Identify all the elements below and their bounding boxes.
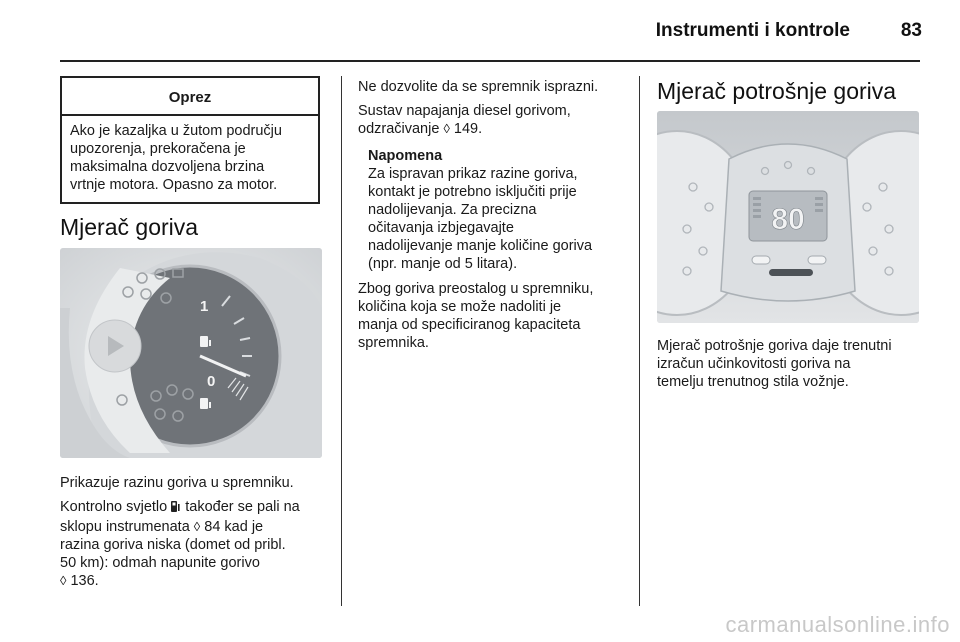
tank-capacity-paragraph (358, 280, 633, 352)
indicator-line: razina goriva niska (domet od pribl. (60, 537, 286, 553)
tank-line: manja od specificiranog kapaciteta (358, 317, 581, 333)
bleeding-line: odzračivanje ◊ 149. (358, 121, 483, 137)
watermark: carmanualsonline.info (725, 612, 950, 637)
reference-arrow-icon: ◊ (193, 519, 201, 534)
header-rule (60, 60, 920, 62)
indicator-line: sklopu instrumenata ◊ 84 kad je (60, 519, 264, 535)
caution-line: upozorenja, prekoračena je (70, 141, 246, 157)
description-line: Prikazuje razinu goriva u spremniku. (60, 475, 294, 491)
fuel-pump-icon (171, 500, 181, 518)
tank-line: spremnika. (358, 335, 429, 351)
note-line: nadolijevanje manje količine goriva (368, 238, 593, 254)
empty-tank-warning: Ne dozvolite da se spremnik isprazni. (358, 79, 599, 95)
note-line: (npr. manje od 5 litara). (368, 256, 518, 272)
caution-box (60, 76, 320, 204)
fuel-gauge-description (60, 474, 330, 492)
note-line: kontakt je potrebno isključiti prije (368, 184, 577, 200)
fuel-consumption-heading: Mjerač potrošnje goriva (657, 78, 897, 104)
gauge-label-full: 1 (200, 298, 209, 315)
note-line: nadolijevanja. Za precizna (368, 202, 537, 218)
gauge-label-empty: 0 (207, 373, 216, 390)
note-label: Napomena (368, 148, 443, 164)
speed-readout: 80 (771, 203, 805, 236)
column-divider-left (341, 76, 342, 606)
indicator-paragraph (60, 498, 332, 590)
fuel-consumption-description (657, 337, 927, 391)
caution-line: maksimalna dozvoljena brzina (70, 159, 265, 175)
reference-arrow-icon: ◊ (60, 573, 67, 588)
fuel-consumption-bar (769, 269, 813, 276)
tank-line: količina koja se može nadoliti je (358, 299, 562, 315)
caution-line: Ako je kazaljka u žutom području (70, 123, 282, 139)
column-divider-right (639, 76, 640, 606)
instrument-cluster-image (657, 111, 919, 323)
reference-arrow-icon: ◊ (443, 121, 450, 136)
bleeding-line: Sustav napajanja diesel gorivom, (358, 103, 571, 119)
caution-line: vrtnje motora. Opasno za motor. (70, 177, 278, 193)
indicator-line: 50 km): odmah napunite gorivo (60, 555, 260, 571)
section-title: Instrumenti i kontrole (655, 20, 850, 41)
note-line: očitavanja izbjegavajte (368, 220, 514, 236)
fuel-gauge-heading: Mjerač goriva (60, 214, 199, 240)
caution-text (62, 116, 318, 194)
note-block (368, 147, 636, 273)
indicator-line (60, 572, 332, 590)
page-reference[interactable]: 149. (449, 121, 483, 137)
page-reference[interactable]: 84 kad je (200, 519, 264, 535)
indicator-text-before-icon: Kontrolno svjetlo (60, 499, 172, 515)
fuel-gauge-image (60, 248, 322, 458)
page-number: 83 (900, 20, 922, 41)
description-line: Mjerač potrošnje goriva daje trenutni (657, 338, 892, 354)
indicator-text-after-icon: također se pali na (181, 499, 300, 515)
bleeding-paragraph (358, 102, 633, 138)
caution-title: Oprez (62, 78, 318, 116)
description-line: izračun učinkovitosti goriva na (657, 356, 851, 372)
page-reference[interactable]: 136. (66, 573, 99, 589)
tank-line: Zbog gorivа preostalog u spremniku, (358, 281, 594, 297)
fuel-gauge-illustration (60, 248, 322, 458)
cluster-illustration (657, 111, 919, 323)
indicator-line (60, 498, 332, 518)
description-line: temelju trenutnog stila vožnje. (657, 374, 849, 390)
note-line: Za ispravan prikaz razine goriva, (368, 166, 578, 182)
